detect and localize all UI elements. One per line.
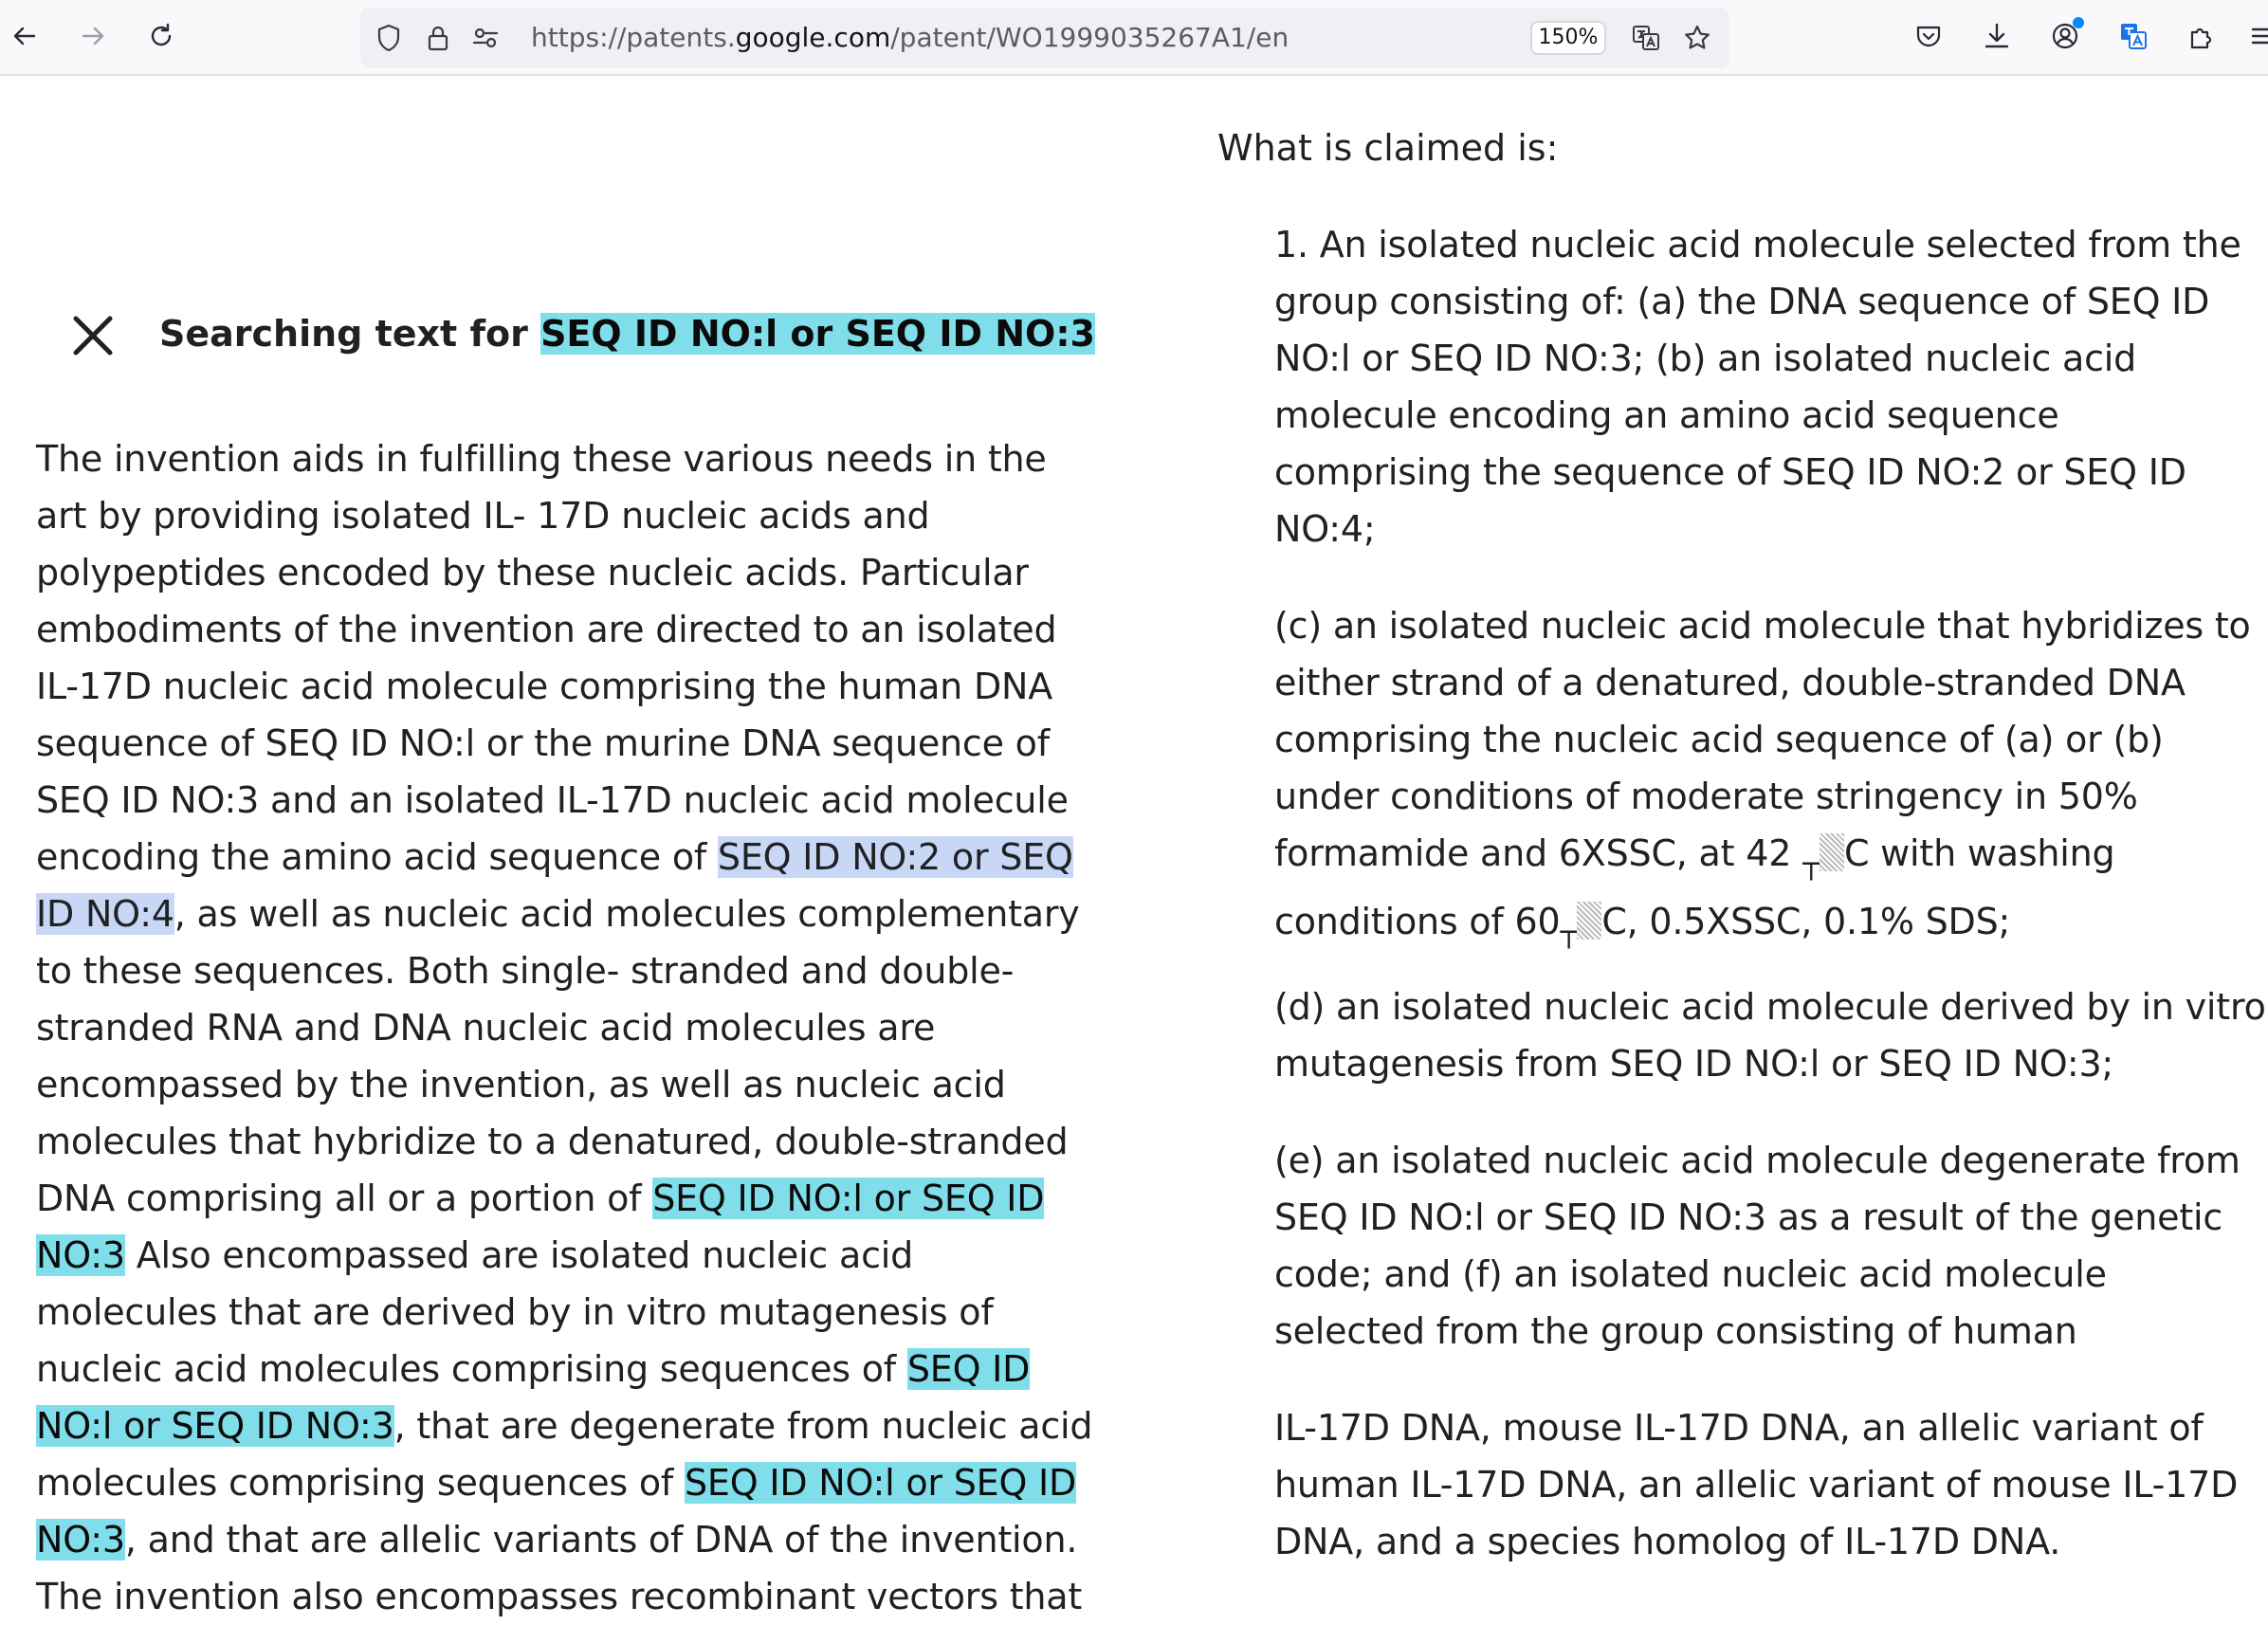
search-match-highlight: NO:l or SEQ ID NO:3 xyxy=(36,1405,394,1447)
close-search-icon[interactable] xyxy=(66,309,119,362)
description-line: NO:3, and that are allelic variants of DNA of the invention. xyxy=(36,1519,1078,1561)
claim-line: human IL-17D DNA, an allelic variant of mouse IL-17D xyxy=(1274,1464,2239,1506)
unrendered-glyph-box xyxy=(1577,902,1601,940)
description-line: ID NO:4, as well as nucleic acid molecules complementary xyxy=(36,893,1080,935)
search-prefix: Searching text for xyxy=(159,313,541,355)
search-match-highlight: NO:3 xyxy=(36,1519,125,1561)
claim-line: (c) an isolated nucleic acid molecule that hybridizes to xyxy=(1274,605,2251,647)
claim-1e xyxy=(1274,1132,2241,1360)
claims-heading: What is claimed is: xyxy=(1217,127,1559,169)
description-line: molecules comprising sequences of SEQ ID NO:l or SEQ ID xyxy=(36,1462,1077,1504)
browser-toolbar xyxy=(0,0,2268,76)
claim-line: comprising the nucleic acid sequence of (a) or (b) xyxy=(1274,719,2164,760)
translate-extension-icon[interactable] xyxy=(2111,13,2156,59)
claim-line: NO:l or SEQ ID NO:3; (b) an isolated nucleic acid xyxy=(1274,338,2137,379)
menu-icon[interactable] xyxy=(2240,13,2268,59)
claim-line: (e) an isolated nucleic acid molecule degenerate from xyxy=(1274,1140,2241,1181)
description-line: to these sequences. Both single- stranded and double- xyxy=(36,950,1015,992)
claim-1c xyxy=(1274,597,2251,961)
description-line: embodiments of the invention are directed to an isolated xyxy=(36,609,1057,650)
claim-line: code; and (f) an isolated nucleic acid molecule xyxy=(1274,1253,2107,1295)
description-line: The invention also encompasses recombinant vectors that xyxy=(36,1576,1083,1617)
claim-line: selected from the group consisting of human xyxy=(1274,1310,2077,1352)
description-line: SEQ ID NO:3 and an isolated IL-17D nucleic acid molecule xyxy=(36,779,1069,821)
claim-1f-continued xyxy=(1274,1399,2239,1570)
claim-1d xyxy=(1274,978,2266,1092)
notification-dot xyxy=(2073,17,2084,28)
description-line: DNA comprising all or a portion of SEQ ID NO:l or SEQ ID xyxy=(36,1178,1045,1219)
lock-icon[interactable] xyxy=(423,23,453,53)
current-match-highlight: SEQ ID NO:2 or SEQ xyxy=(717,836,1073,878)
claim-line: conditions of 60┬ C, 0.5XSSC, 0.1% SDS; xyxy=(1274,893,2222,961)
search-match-highlight: SEQ ID NO:l or SEQ ID xyxy=(685,1462,1077,1504)
degree-symbol-glyph: ┬ xyxy=(1802,848,1820,881)
search-status-label xyxy=(159,305,1095,362)
search-match-highlight: SEQ ID NO:l or SEQ ID xyxy=(652,1178,1045,1219)
forward-icon[interactable] xyxy=(70,13,116,59)
claim-line: formamide and 6XSSC, at 42 ┬ C with washing xyxy=(1274,825,2222,893)
url-text[interactable]: https://patents.google.com/patent/WO1999035267A1/en xyxy=(531,22,1289,53)
description-line: molecules that are derived by in vitro mutagenesis of xyxy=(36,1291,994,1333)
description-line: IL-17D nucleic acid molecule comprising the human DNA xyxy=(36,666,1053,707)
description-line: polypeptides encoded by these nucleic acids. Particular xyxy=(36,552,1029,593)
downloads-icon[interactable] xyxy=(1974,13,2020,59)
description-line: art by providing isolated IL- 17D nucleic acids and xyxy=(36,495,930,537)
degree-symbol-glyph: ┬ xyxy=(1560,916,1578,949)
claim-line: IL-17D DNA, mouse IL-17D DNA, an allelic variant of xyxy=(1274,1407,2204,1449)
claim-line: under conditions of moderate stringency in 50% xyxy=(1274,776,2138,817)
tracking-protection-shield-icon[interactable] xyxy=(374,23,404,53)
description-line: The invention aids in fulfilling these various needs in the xyxy=(36,438,1047,480)
claim-line: NO:4; xyxy=(1274,508,1376,550)
back-icon[interactable] xyxy=(2,13,47,59)
pocket-icon[interactable] xyxy=(1906,13,1951,59)
search-match-highlight: SEQ ID xyxy=(906,1348,1031,1390)
claim-line: 1. An isolated nucleic acid molecule selected from the xyxy=(1274,224,2241,265)
description-line: sequence of SEQ ID NO:l or the murine DNA sequence of xyxy=(36,722,1050,764)
unrendered-glyph-box xyxy=(1820,833,1844,871)
account-icon[interactable] xyxy=(2042,13,2088,59)
claim-1 xyxy=(1274,216,2241,557)
claim-line: SEQ ID NO:l or SEQ ID NO:3 as a result of the genetic xyxy=(1274,1196,2223,1238)
reload-icon[interactable] xyxy=(138,13,184,59)
url-bar[interactable] xyxy=(360,8,1729,68)
claim-line: DNA, and a species homolog of IL-17D DNA. xyxy=(1274,1521,2061,1562)
translate-page-icon[interactable] xyxy=(1631,23,1661,53)
claim-line: either strand of a denatured, double-stranded DNA xyxy=(1274,662,2186,703)
claim-line: molecule encoding an amino acid sequence xyxy=(1274,394,2059,436)
search-query: SEQ ID NO:l or SEQ ID NO:3 xyxy=(540,313,1095,355)
claim-line: group consisting of: (a) the DNA sequence of SEQ ID xyxy=(1274,281,2210,322)
description-line: NO:l or SEQ ID NO:3, that are degenerate from nucleic acid xyxy=(36,1405,1093,1447)
description-line: NO:3 Also encompassed are isolated nucleic acid xyxy=(36,1234,914,1276)
description-line: encoding the amino acid sequence of SEQ ID NO:2 or SEQ xyxy=(36,836,1073,878)
claim-line: (d) an isolated nucleic acid molecule derived by in vitro xyxy=(1274,986,2266,1028)
bookmark-star-icon[interactable] xyxy=(1682,23,1712,53)
current-match-highlight: ID NO:4 xyxy=(36,893,174,935)
description-text xyxy=(36,430,1093,1625)
search-match-highlight: NO:3 xyxy=(36,1234,125,1276)
site-permissions-icon[interactable] xyxy=(470,23,501,53)
description-line: nucleic acid molecules comprising sequences of SEQ ID xyxy=(36,1348,1031,1390)
description-line: stranded RNA and DNA nucleic acid molecules are xyxy=(36,1007,936,1049)
description-line: molecules that hybridize to a denatured, double-stranded xyxy=(36,1121,1069,1162)
claim-line: mutagenesis from SEQ ID NO:l or SEQ ID NO:3; xyxy=(1274,1043,2114,1085)
zoom-level-badge[interactable]: 150% xyxy=(1530,21,1606,55)
extensions-puzzle-icon[interactable] xyxy=(2179,13,2224,59)
description-line: encompassed by the invention, as well as nucleic acid xyxy=(36,1064,1006,1105)
claim-line: comprising the sequence of SEQ ID NO:2 or SEQ ID xyxy=(1274,451,2186,493)
